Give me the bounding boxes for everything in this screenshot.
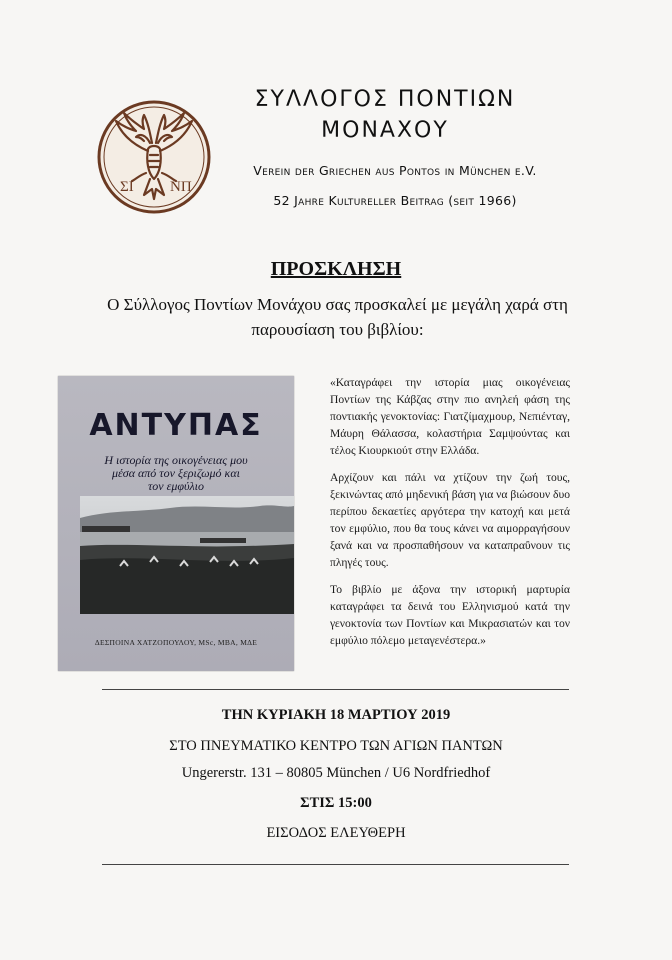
book-cover-photo [80,496,294,614]
event-date: ΤΗΝ ΚΥΡΙΑΚΗ 18 ΜΑΡΤΙΟΥ 2019 [221,707,451,723]
logo-letters-right: ΝΠ [170,179,192,195]
event-address: Ungererstr. 131 – 80805 München / U6 Nordfriedhof [181,765,491,781]
book-author: ΔΕΣΠΟΙΝΑ ΧΑΤΖΟΠΟΥΛΟΥ, MSc, MBA, ΜΔΕ [94,638,258,647]
description-paragraph-2: Αρχίζουν και πάλι να χτίζουν την ζωή τους, ξεκινώντας από μηδενική βάση για να βιώσουν δυο περίπου δεκαετίες αργότερα την κατοχή και μετά τον εμφύλιο, που θα τους κάνει να αιμορραγήσουν ξανά και να προσπαθήσουν να καταπραΰνουν τις πληγές τους. [330,471,570,569]
event-venue: ΣΤΟ ΠΝΕΥΜΑΤΙΚΟ ΚΕΝΤΡΟ ΤΩΝ ΑΓΙΩΝ ΠΑΝΤΩΝ [169,738,503,754]
description-paragraph-1: «Καταγράφει την ιστορία μιας οικογένειας Ποντίων της Κάβζας στην πιο ανηλεή φάση της ποντιακής γενοκτονίας: Γιατζίμαχμουρ, Νεπιένταγ, Μάυρη Θάλασσα, κολαστήρια Σαμψούντας και τέλος Κιουρκιούτ στην Ελλάδα. [330,376,570,457]
invitation-text-line1: Ο Σύλλογος Ποντίων Μονάχου σας προσκαλεί με μεγάλη χαρά στη [107,295,568,314]
book-subtitle-line1: Η ιστορία της οικογένειας μου [104,453,248,467]
association-name-line1: ΣΥΛΛΟΓΟΣ ΠΟΝΤΙΩΝ [254,87,516,112]
invitation-title: ΠΡΟΣΚΛΗΣΗ [270,258,402,280]
years-line: 52 Jahre Kultureller Beitrag (seit 1966) [273,193,517,208]
logo-letters-left: ΣΙ [120,179,134,195]
association-subtitle: Verein der Griechen aus Pontos in München e.V. [253,163,537,178]
event-time: ΣΤΙΣ 15:00 [300,795,372,811]
event-entry: ΕΙΣΟΔΟΣ ΕΛΕΥΘΕΡΗ [266,825,406,841]
invitation-text [100,292,575,342]
book-description [330,374,570,659]
association-logo [96,99,212,215]
book-subtitle-line2: μέσα από τον ξεριζωμό και [112,466,240,480]
invitation-text-line2: παρουσίαση του βιβλίου: [251,320,424,339]
book-subtitle-line3: τον εμφύλιο [147,479,205,493]
book-cover [58,376,294,671]
association-name-line2: ΜΟΝΑΧΟΥ [321,118,449,143]
book-title: ΑΝΤΥΠΑΣ [89,408,263,443]
description-paragraph-3: Το βιβλίο με άξονα την ιστορική μαρτυρία καταγράφει τα δεινά του Ελληνισμού κατά την γενοκτονία των Ποντίων και Μικρασιατών και τον εμφύλιο πόλεμο μεταγενέστερα.» [330,583,570,647]
divider-top [102,689,569,690]
divider-bottom [102,864,569,865]
book-subtitle [68,454,284,493]
